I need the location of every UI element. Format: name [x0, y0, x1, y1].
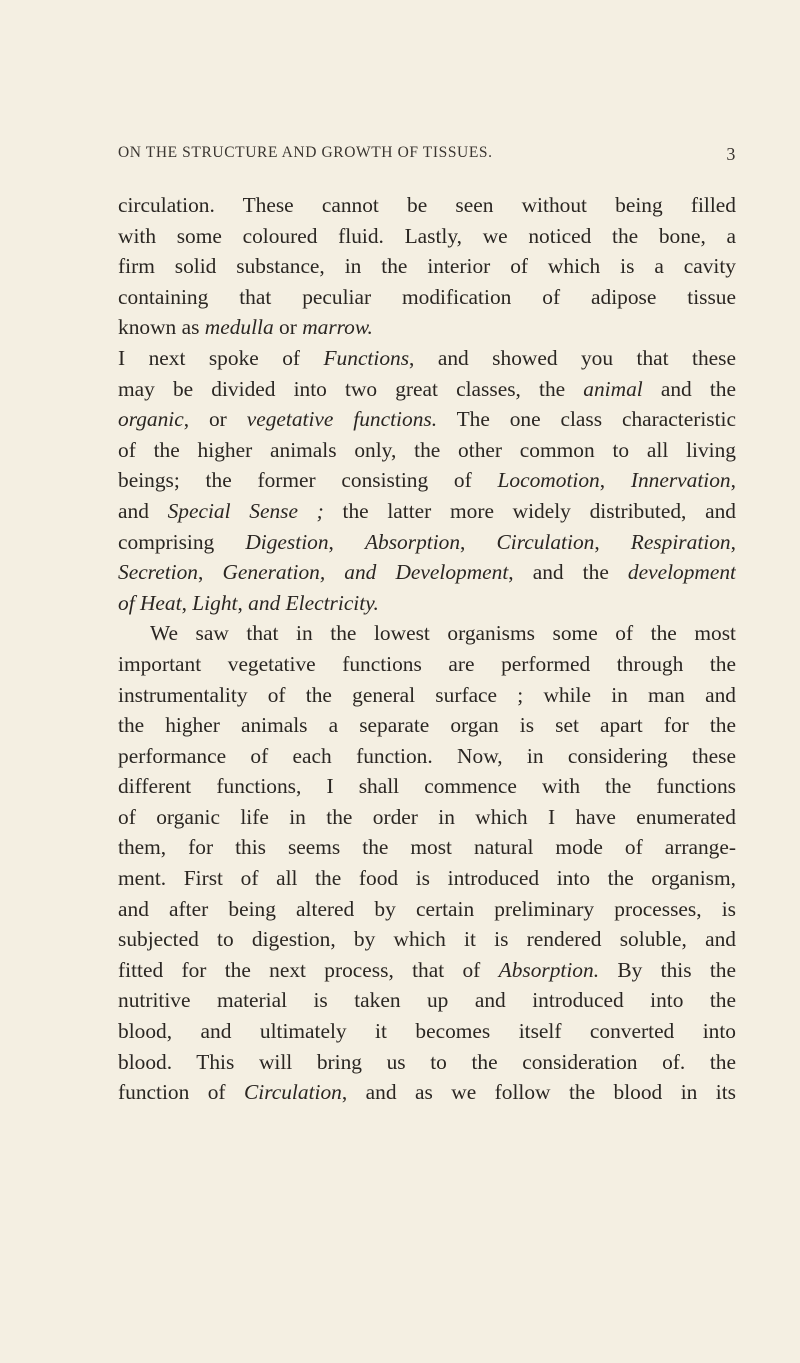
- text-line: [118, 1047, 736, 1078]
- text-run: performance of each function. Now, in considering these: [118, 743, 736, 768]
- text-run: , or: [183, 407, 247, 432]
- text-run: beings; the former consisting of: [118, 468, 498, 493]
- text-run: and after being altered by certain preliminary processes, is: [118, 896, 736, 921]
- page-number: 3: [726, 144, 736, 164]
- text-run: important vegetative functions are performed through the: [118, 651, 736, 676]
- text-run: function of: [118, 1080, 244, 1105]
- italic-term: and Electricity.: [248, 590, 379, 615]
- text-run: instrumentality of the general surface ; while in man and: [118, 682, 736, 707]
- italic-term: Circulation: [244, 1080, 342, 1105]
- text-line: [118, 435, 736, 466]
- text-run: We saw that in the lowest organisms some of the most: [150, 621, 736, 646]
- text-run: nutritive material is taken up and introduced into the: [118, 988, 736, 1013]
- text-run: ,: [599, 468, 631, 493]
- text-run: ,: [730, 468, 736, 493]
- text-line: [118, 588, 736, 619]
- text-run: By this the: [599, 957, 736, 982]
- text-line: [118, 527, 736, 558]
- text-run: of organic life in the order in which I have enumerated: [118, 804, 736, 829]
- italic-term: Circulation: [496, 529, 595, 554]
- text-line: [118, 863, 736, 894]
- text-line: [118, 832, 736, 863]
- text-run: ,: [181, 590, 193, 615]
- text-run: different functions, I shall commence with the functions: [118, 774, 736, 799]
- text-run: containing that peculiar modification of adipose tissue: [118, 284, 736, 309]
- italic-term: Generation, and Development: [222, 560, 509, 585]
- text-run: circulation. These cannot be seen without being filled: [118, 193, 736, 217]
- text-line: [118, 710, 736, 741]
- text-run: of the higher animals only, the other common to all living: [118, 437, 736, 462]
- italic-term: development: [627, 560, 736, 585]
- text-run: fitted for the next process, that of: [118, 957, 499, 982]
- italic-term: Respiration: [630, 529, 731, 554]
- text-line: [118, 312, 736, 343]
- italic-term: Digestion: [245, 529, 329, 554]
- text-line: [118, 374, 736, 405]
- text-line: [118, 771, 736, 802]
- text-run: comprising: [118, 529, 246, 554]
- text-run: known as: [118, 315, 205, 340]
- italic-term: Functions: [323, 345, 410, 370]
- text-run: and the: [642, 376, 736, 401]
- text-line: [118, 1077, 736, 1108]
- text-line: [118, 985, 736, 1016]
- text-line: [118, 680, 736, 711]
- text-run: the higher animals a separate organ is set apart for the: [118, 713, 736, 738]
- text-run: ,: [237, 590, 249, 615]
- text-run: I next spoke of: [118, 345, 324, 370]
- text-line: [118, 802, 736, 833]
- text-run: ,: [730, 529, 736, 554]
- text-run: and: [118, 498, 168, 523]
- body-text: [118, 190, 736, 1108]
- text-line: [118, 924, 736, 955]
- text-run: ,: [594, 529, 631, 554]
- text-run: them, for this seems the most natural mode of arrange-: [118, 835, 736, 860]
- text-line: [118, 557, 736, 588]
- text-line: [118, 465, 736, 496]
- italic-term: Absorption: [364, 529, 461, 554]
- text-run: ,: [198, 560, 223, 585]
- italic-term: Innervation: [630, 468, 731, 493]
- italic-term: Light: [192, 590, 238, 615]
- text-line: [118, 343, 736, 374]
- text-line: [118, 282, 736, 313]
- italic-term: of Heat: [118, 590, 182, 615]
- text-line: [118, 404, 736, 435]
- italic-term: vegetative functions.: [246, 407, 438, 432]
- text-run: may be divided into two great classes, the: [118, 376, 584, 401]
- text-line: [118, 1016, 736, 1047]
- text-run: ment. First of all the food is introduced into the organism,: [118, 866, 736, 891]
- text-run: subjected to digestion, by which it is rendered soluble, and: [118, 927, 736, 952]
- text-line: [118, 894, 736, 925]
- text-line: [118, 221, 736, 252]
- text-run: or: [273, 315, 303, 340]
- text-run: , and as we follow the blood in its: [341, 1080, 736, 1105]
- italic-term: medulla: [204, 315, 274, 340]
- text-line: [118, 955, 736, 986]
- text-run: blood, and ultimately it becomes itself converted into: [118, 1019, 736, 1044]
- text-line: [118, 496, 736, 527]
- text-run: blood. This will bring us to the consideration of. the: [118, 1049, 736, 1074]
- text-run: with some coloured fluid. Lastly, we noticed the bone, a: [118, 223, 736, 248]
- text-run: firm solid substance, in the interior of which is a cavity: [118, 254, 736, 279]
- text-line: [118, 741, 736, 772]
- text-run: , and showed you that these: [409, 345, 736, 370]
- italic-term: marrow.: [302, 315, 373, 340]
- running-head: [118, 144, 736, 166]
- text-run: the latter more widely distributed, and: [323, 498, 736, 523]
- text-run: ,: [328, 529, 365, 554]
- italic-term: Locomotion: [497, 468, 600, 493]
- text-run: The one class characteristic: [437, 407, 736, 432]
- text-line: [118, 618, 736, 649]
- italic-term: Absorption.: [498, 957, 600, 982]
- italic-term: animal: [583, 376, 643, 401]
- text-line: [118, 190, 736, 221]
- text-run: ,: [460, 529, 497, 554]
- italic-term: Secretion: [118, 560, 198, 585]
- text-line: [118, 649, 736, 680]
- italic-term: Special Sense ;: [167, 498, 324, 523]
- text-run: , and the: [508, 560, 628, 585]
- running-title: ON THE STRUCTURE AND GROWTH OF TISSUES.: [118, 144, 493, 161]
- text-line: [118, 251, 736, 282]
- italic-term: organic: [118, 407, 184, 432]
